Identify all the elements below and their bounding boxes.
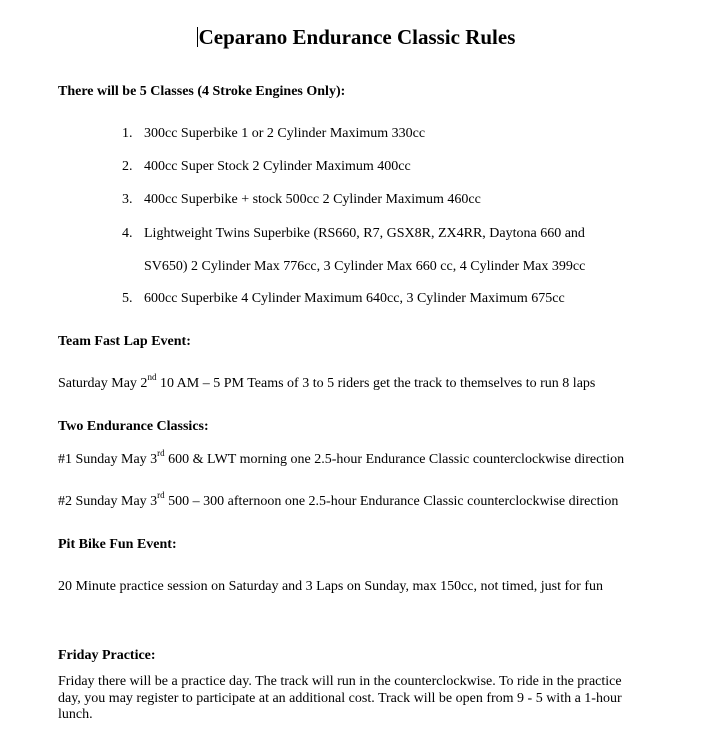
pit-bike-heading[interactable]: Pit Bike Fun Event: [58,537,177,552]
list-item-text-continuation[interactable]: SV650) 2 Cylinder Max 776cc, 3 Cylinder Max 660 cc, 4 Cylinder Max 399cc [144,259,586,274]
event-details: 600 & LWT morning one 2.5-hour Endurance Classic counterclockwise direction [164,452,625,467]
endurance-heading[interactable]: Two Endurance Classics: [58,419,209,434]
list-item-text[interactable]: 600cc Superbike 4 Cylinder Maximum 640cc, 3 Cylinder Maximum 675cc [144,291,565,306]
document-title[interactable]: Ceparano Endurance Classic Rules [198,25,516,49]
date-text: #1 Sunday May 3 [58,452,158,467]
pit-bike-text[interactable]: 20 Minute practice session on Saturday and 3 Laps on Sunday, max 150cc, not timed, just for fun [58,579,603,594]
list-item-text[interactable]: Lightweight Twins Superbike (RS660, R7, GSX8R, ZX4RR, Daytona 660 and [144,226,585,241]
list-item-number: 3. [122,192,133,207]
list-item-text[interactable]: 400cc Super Stock 2 Cylinder Maximum 400cc [144,159,411,174]
list-item-number: 5. [122,291,133,306]
list-item-number: 1. [122,126,133,141]
event-details: 10 AM – 5 PM Teams of 3 to 5 riders get the track to themselves to run 8 laps [156,376,596,391]
date-text: Saturday May 2 [58,376,148,391]
friday-line: lunch. [58,707,93,722]
friday-heading[interactable]: Friday Practice: [58,648,156,663]
team-fast-lap-heading[interactable]: Team Fast Lap Event: [58,334,191,349]
list-item-number: 4. [122,226,133,241]
ordinal-suffix: rd [157,490,165,501]
team-fast-lap-text[interactable] [58,372,596,393]
classes-heading[interactable]: There will be 5 Classes (4 Stroke Engines Only): [58,84,346,99]
friday-paragraph[interactable] [58,674,648,724]
endurance-line-1[interactable] [58,448,625,469]
list-item-number: 2. [122,159,133,174]
document-title-line [0,23,712,51]
ordinal-suffix: rd [157,448,165,459]
friday-line: Friday there will be a practice day. The track will run in the counterclockwise. To ride in the practice [58,674,622,689]
friday-line: day, you may register to participate at an additional cost. Track will be open from 9 - 5 with a 1-hour [58,690,622,706]
event-details: 500 – 300 afternoon one 2.5-hour Endurance Classic counterclockwise direction [164,494,619,509]
text-cursor [197,27,198,47]
date-text: #2 Sunday May 3 [58,494,158,509]
list-item-text[interactable]: 400cc Superbike + stock 500cc 2 Cylinder Maximum 460cc [144,192,481,207]
endurance-line-2[interactable] [58,490,619,511]
list-item-text[interactable]: 300cc Superbike 1 or 2 Cylinder Maximum 330cc [144,126,426,141]
ordinal-suffix: nd [147,372,157,383]
